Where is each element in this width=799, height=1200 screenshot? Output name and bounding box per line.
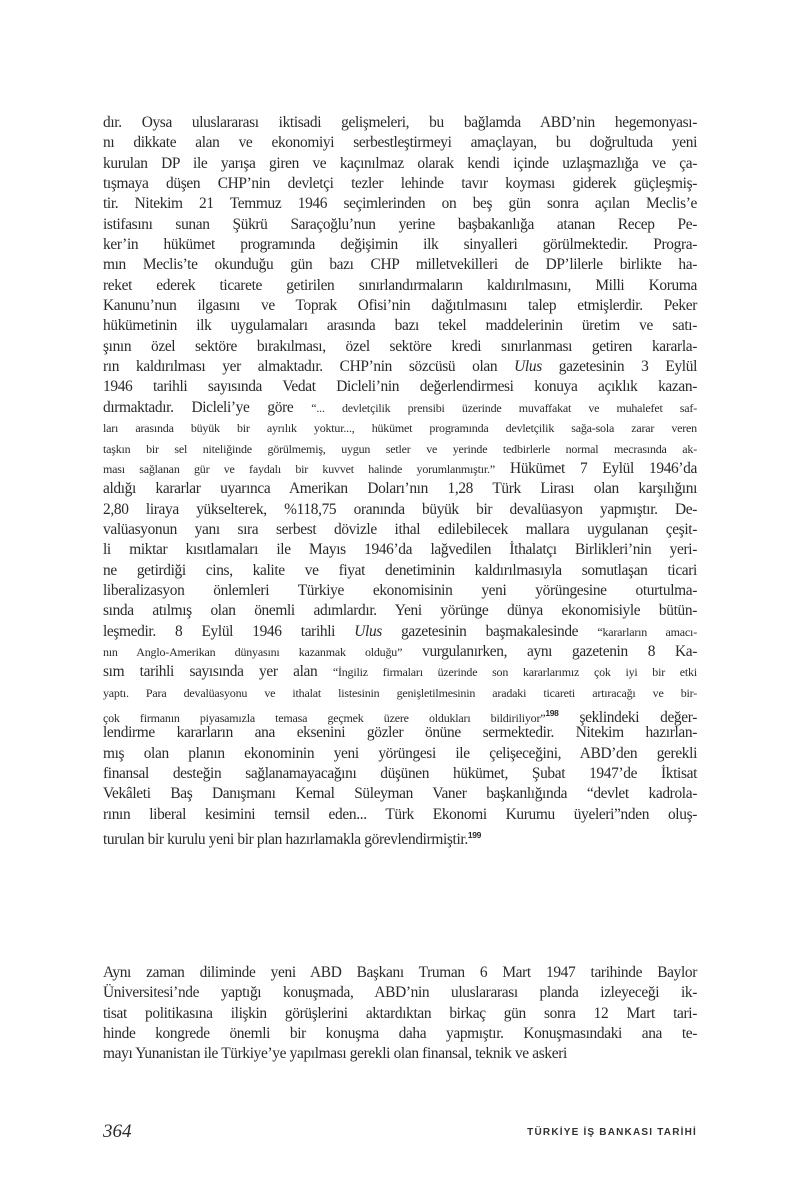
text-segment: liberalizasyon önlemleri Türkiye ekonomisinin yeni yörüngesine oturtulma- [103,581,697,599]
text-line [103,683,697,703]
text-line [103,744,697,764]
text-segment: dır. Oysa uluslararası iktisadi gelişmeleri, bu bağlamda ABD’nin hegemonyası- [103,114,697,131]
text-line [103,1004,697,1024]
text-segment: mın Meclis’te okunduğu gün bazı CHP milletvekilleri de DP’lilerle birlikte ha- [103,256,697,274]
body-paragraph-1 [103,113,697,849]
text-segment: gazetesinin başmakalesinde [381,622,598,640]
quoted-text: ması sağlanan gür ve faydalı bir kuvvet halinde yorumlanmıştır.” [103,461,495,476]
text-line [103,703,697,726]
text-segment: finansal desteğin sağlanamayacağını düşünen hükümet, Şubat 1947’de İktisat [103,765,697,782]
text-line [103,983,697,1003]
text-segment: şeklindeki değer- [558,708,697,726]
text-line [103,520,697,540]
text-line [103,723,697,743]
italic-title: Ulus [354,622,382,640]
text-line [103,439,697,459]
text-segment: valüasyonun yanı sıra serbest dövizle ithal edilebilecek mallara uygulanan çeşit- [103,520,697,538]
text-segment: ker’in hükümet programında değişimin ilk sinyalleri görülmektedir. Progra- [103,236,697,254]
text-segment: li miktar kısıtlamaları ile Mayıs 1946’da lağvedilen İthalatçı Birlikleri’nin yeri- [103,541,697,559]
quoted-text: ları arasında büyük bir ayrılık yoktur..., hükümet programında devletçilik sağa-sola zarar veren [103,421,697,436]
text-segment: tir. Nitekim 21 Temmuz 1946 seçimlerinden on beş gün sonra açılan Meclis’e [103,195,697,213]
text-segment: şının özel sektöre bırakılması, özel sektöre kredi sınırlanması getiren kararla- [103,337,697,355]
text-segment: aldığı kararlar uyarınca Amerikan Doları’nın 1,28 Türk Lirası olan karşılığını [103,480,697,498]
text-segment: rın kaldırılması yer almaktadır. CHP’nin sözcüsü olan [103,358,515,376]
text-segment: lendirme kararların ana eksenini gözler önüne sermektedir. Nitekim hazırlan- [103,724,697,742]
text-line [103,337,697,357]
text-line [103,500,697,520]
text-line [103,764,697,784]
text-line [103,805,697,825]
text-segment: Üniversitesi’nde yaptığı konuşmada, ABD’nin uluslararası planda izleyeceği ik- [103,984,697,1002]
text-segment: rının liberal kesimini temsil eden... Türk Ekonomi Kurumu üyeleri”nden oluş- [103,805,697,823]
text-segment: vurgulanırken, aynı gazetenin 8 Ka- [402,642,697,660]
text-line [103,963,697,983]
text-line [103,1024,697,1044]
text-line [103,825,697,849]
text-segment: istifasını sunan Şükrü Saraçoğlu’nun yerine başbakanlığa atanan Recep Pe- [103,215,697,233]
text-segment: Vekâleti Baş Danışmanı Kemal Süleyman Vaner başkanlığında “devlet kadrola- [103,785,697,803]
text-line [103,601,697,621]
text-line [103,479,697,499]
text-line [103,235,697,255]
text-line [103,418,697,438]
text-segment: turulan bir kurulu yeni bir plan hazırlamakla görevlendirmiştir. [103,831,468,849]
page-number: 364 [103,1121,132,1142]
text-line [103,113,697,133]
quoted-text: nın Anglo-Amerikan dünyasını kazanmak olduğu” [103,644,403,659]
text-line [103,784,697,804]
text-segment: Hükümet 7 Eylül 1946’da [494,459,697,477]
text-line [103,622,697,642]
text-segment: tisat politikasına ilişkin görüşlerini aktardıktan birkaç gün sonra 12 Mart tari- [103,1004,697,1022]
text-line [103,561,697,581]
text-segment: gazetesinin 3 Eylül [541,358,697,376]
text-line [103,398,697,418]
text-segment: hükümetinin ilk uygulamaları arasında bazı tekel maddelerinin üretim ve satı- [103,317,697,335]
quoted-text: “İngiliz firmaları üzerinde son kararlarımız çok iyi bir etki [332,665,697,680]
text-segment: Kanunu’nun ilgasını ve Toprak Ofisi’nin dağıtılmasını talep etmişlerdir. Peker [103,297,697,315]
running-title: TÜRKİYE İŞ BANKASI TARİHİ [527,1127,697,1138]
text-line [103,296,697,316]
text-line [103,174,697,194]
text-segment: 1946 tarihli sayısında Vedat Dicleli’nin değerlendirmesi konuya açıklık kazan- [103,378,697,396]
text-line [103,316,697,336]
quoted-text: “kararların amacı- [597,624,697,639]
footnote-reference: 199 [467,830,481,841]
text-segment: hinde kongrede önemli bir konuşma daha yapmıştır. Konuşmasındaki ana te- [103,1025,697,1043]
text-segment: kurulan DP ile yarışa giren ve kaçınılmaz olarak kendi içinde uzlaşmazlığa ve ça- [103,154,697,172]
text-line [103,642,697,662]
text-line [103,459,697,479]
text-line [103,662,697,682]
text-line [103,581,697,601]
text-segment: tışmaya düşen CHP’nin devletçi tezler lehinde tavır koyması giderek güçleşmiş- [103,175,697,193]
text-segment: 2,80 liraya yükselterek, %118,75 oranında büyük bir devalüasyon yapmıştır. De- [103,500,697,518]
text-segment: Aynı zaman diliminde yeni ABD Başkanı Truman 6 Mart 1947 tarihinde Baylor [103,964,697,981]
quoted-text: taşkın bir sel niteliğinde görülmemiş, uygun setler ve yerinde tedbirlerle normal mecrasında ak- [103,441,697,456]
text-segment: sım tarihli sayısında yer alan [103,663,333,681]
quoted-text: çok firmanın piyasamızla temasa geçmek üzere oldukları bildiriliyor” [103,710,546,725]
text-line [103,1044,697,1064]
text-segment: mayı Yunanistan ile Türkiye’ye yapılması gerekli olan finansal, teknik ve askeri [103,1045,567,1063]
text-line [103,154,697,174]
text-line [103,215,697,235]
text-segment: dırmaktadır. Dicleli’ye göre [103,398,312,416]
body-paragraph-2 [103,963,697,1065]
text-line [103,133,697,153]
text-segment: ne getirdiği cins, kalite ve fiyat denetiminin kaldırılmasıyla somutlaşan ticari [103,561,697,579]
text-line [103,540,697,560]
text-line [103,377,697,397]
footnote-reference: 198 [545,707,559,718]
text-line [103,357,697,377]
text-segment: nı dikkate alan ve ekonomiyi serbestleştirmeyi amaçlayan, bu doğrultuda yeni [103,134,697,152]
text-segment: reket ederek ticarete getirilen sınırlandırmaların kaldırılmasını, Milli Koruma [103,276,697,294]
text-segment: mış olan planın ekonominin yeni yörüngesi ile çelişeceğini, ABD’den gerekli [103,744,697,762]
text-segment: leşmedir. 8 Eylül 1946 tarihli [103,622,355,640]
text-line [103,276,697,296]
text-segment: sında atılmış olan önemli adımlardır. Yeni yörünge dünya ekonomisiyle bütün- [103,602,697,620]
text-line [103,255,697,275]
italic-title: Ulus [514,358,542,376]
quoted-text: “... devletçilik prensibi üzerinde muvaffakat ve muhalefet saf- [311,400,697,415]
quoted-text: yaptı. Para devalüasyonu ve ithalat listesinin genişletilmesinin aradaki ticareti artıracağı ve bir- [103,685,697,700]
text-line [103,194,697,214]
